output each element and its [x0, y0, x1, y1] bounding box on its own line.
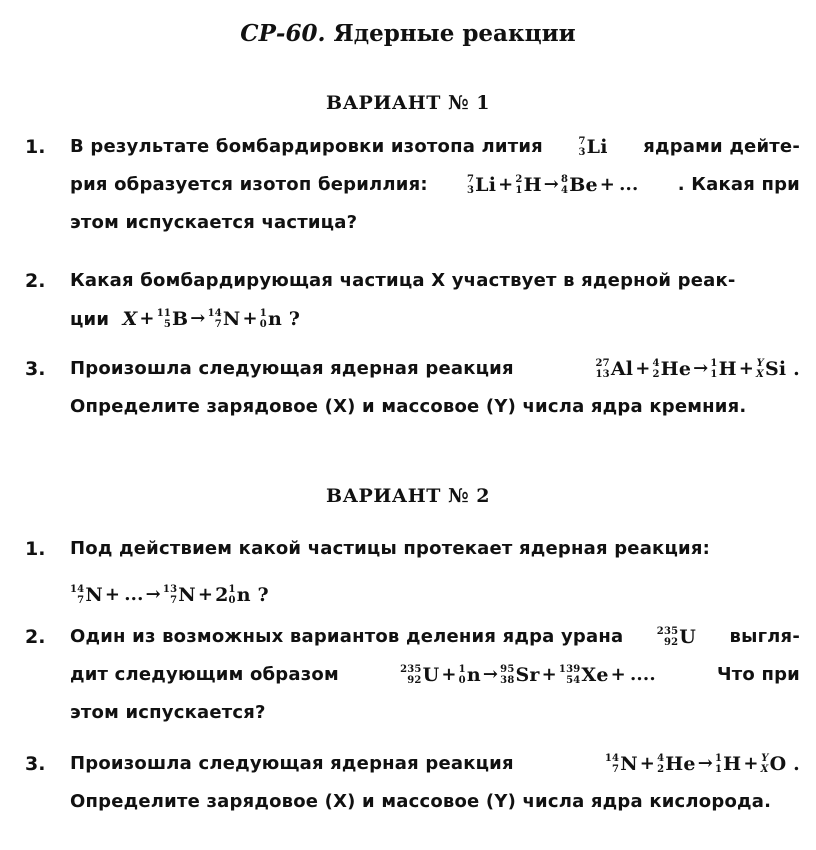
reaction-formula: 235 92 U + 1 0 n → 95 38 Sr + 139 54 Xe + .... [400, 664, 656, 686]
text-part: Что при [717, 664, 800, 685]
variant-2-heading: ВАРИАНТ № 2 [326, 485, 490, 507]
text-part: В результате бомбардировки изотопа лития [70, 136, 543, 157]
title-text: Ядерные реакции [333, 20, 576, 47]
text-part: дит следующим образом [70, 664, 339, 685]
text-part: этом испускается? [70, 702, 266, 723]
problem-text [70, 262, 800, 339]
problem-number: 1. [25, 538, 46, 560]
text-part: ядрами дейте- [643, 136, 800, 157]
problem-number: 2. [25, 270, 46, 292]
reaction-formula: 14 7 N + ... → 13 7 N + 2 1 0 n ? [70, 584, 269, 606]
title-code: СР-60. [240, 20, 326, 47]
text-part: Определите зарядовое (X) и массовое (Y) числа ядра кремния. [70, 396, 747, 417]
lithium-7-isotope: 7 3 Li [578, 136, 608, 158]
uranium-235-isotope: 235 92 U [656, 626, 697, 648]
text-part: выгля- [729, 626, 800, 647]
problem-text [70, 745, 800, 821]
problem-text [70, 128, 800, 242]
problem-number: 3. [25, 753, 46, 775]
reaction-formula: 14 7 N + 4 2 He → 1 1 H + Y X O . [604, 753, 800, 775]
text-part: . Какая при [677, 174, 800, 195]
problem-text [70, 618, 800, 732]
reaction-formula: X + 11 5 B → 14 7 N + 1 0 n ? [115, 308, 301, 330]
text-part: этом испускается частица? [70, 212, 358, 233]
problem-text [70, 350, 800, 426]
reaction-formula: 27 13 Al + 4 2 He → 1 1 H + Y X Si . [595, 358, 800, 380]
text-part: рия образуется изотоп бериллия: [70, 174, 428, 195]
variant-1-heading: ВАРИАНТ № 1 [326, 92, 490, 114]
problem-number: 1. [25, 136, 46, 158]
text-part: ции [70, 309, 110, 330]
text-part: Какая бомбардирующая частица X участвует в ядерной реак- [70, 270, 736, 291]
text-part: Произошла следующая ядерная реакция [70, 753, 514, 774]
page-title [0, 20, 816, 47]
text-part: Один из возможных вариантов деления ядра урана [70, 626, 624, 647]
text-part: Определите зарядовое (X) и массовое (Y) числа ядра кислорода. [70, 791, 772, 812]
text-part: Под действием какой частицы протекает ядерная реакция: [70, 538, 710, 559]
problem-number: 2. [25, 626, 46, 648]
problem-number: 3. [25, 358, 46, 380]
reaction-formula: 7 3 Li + 2 1 H → 8 4 Be + ... [466, 174, 639, 196]
text-part: Произошла следующая ядерная реакция [70, 358, 514, 379]
problem-text [70, 530, 800, 614]
